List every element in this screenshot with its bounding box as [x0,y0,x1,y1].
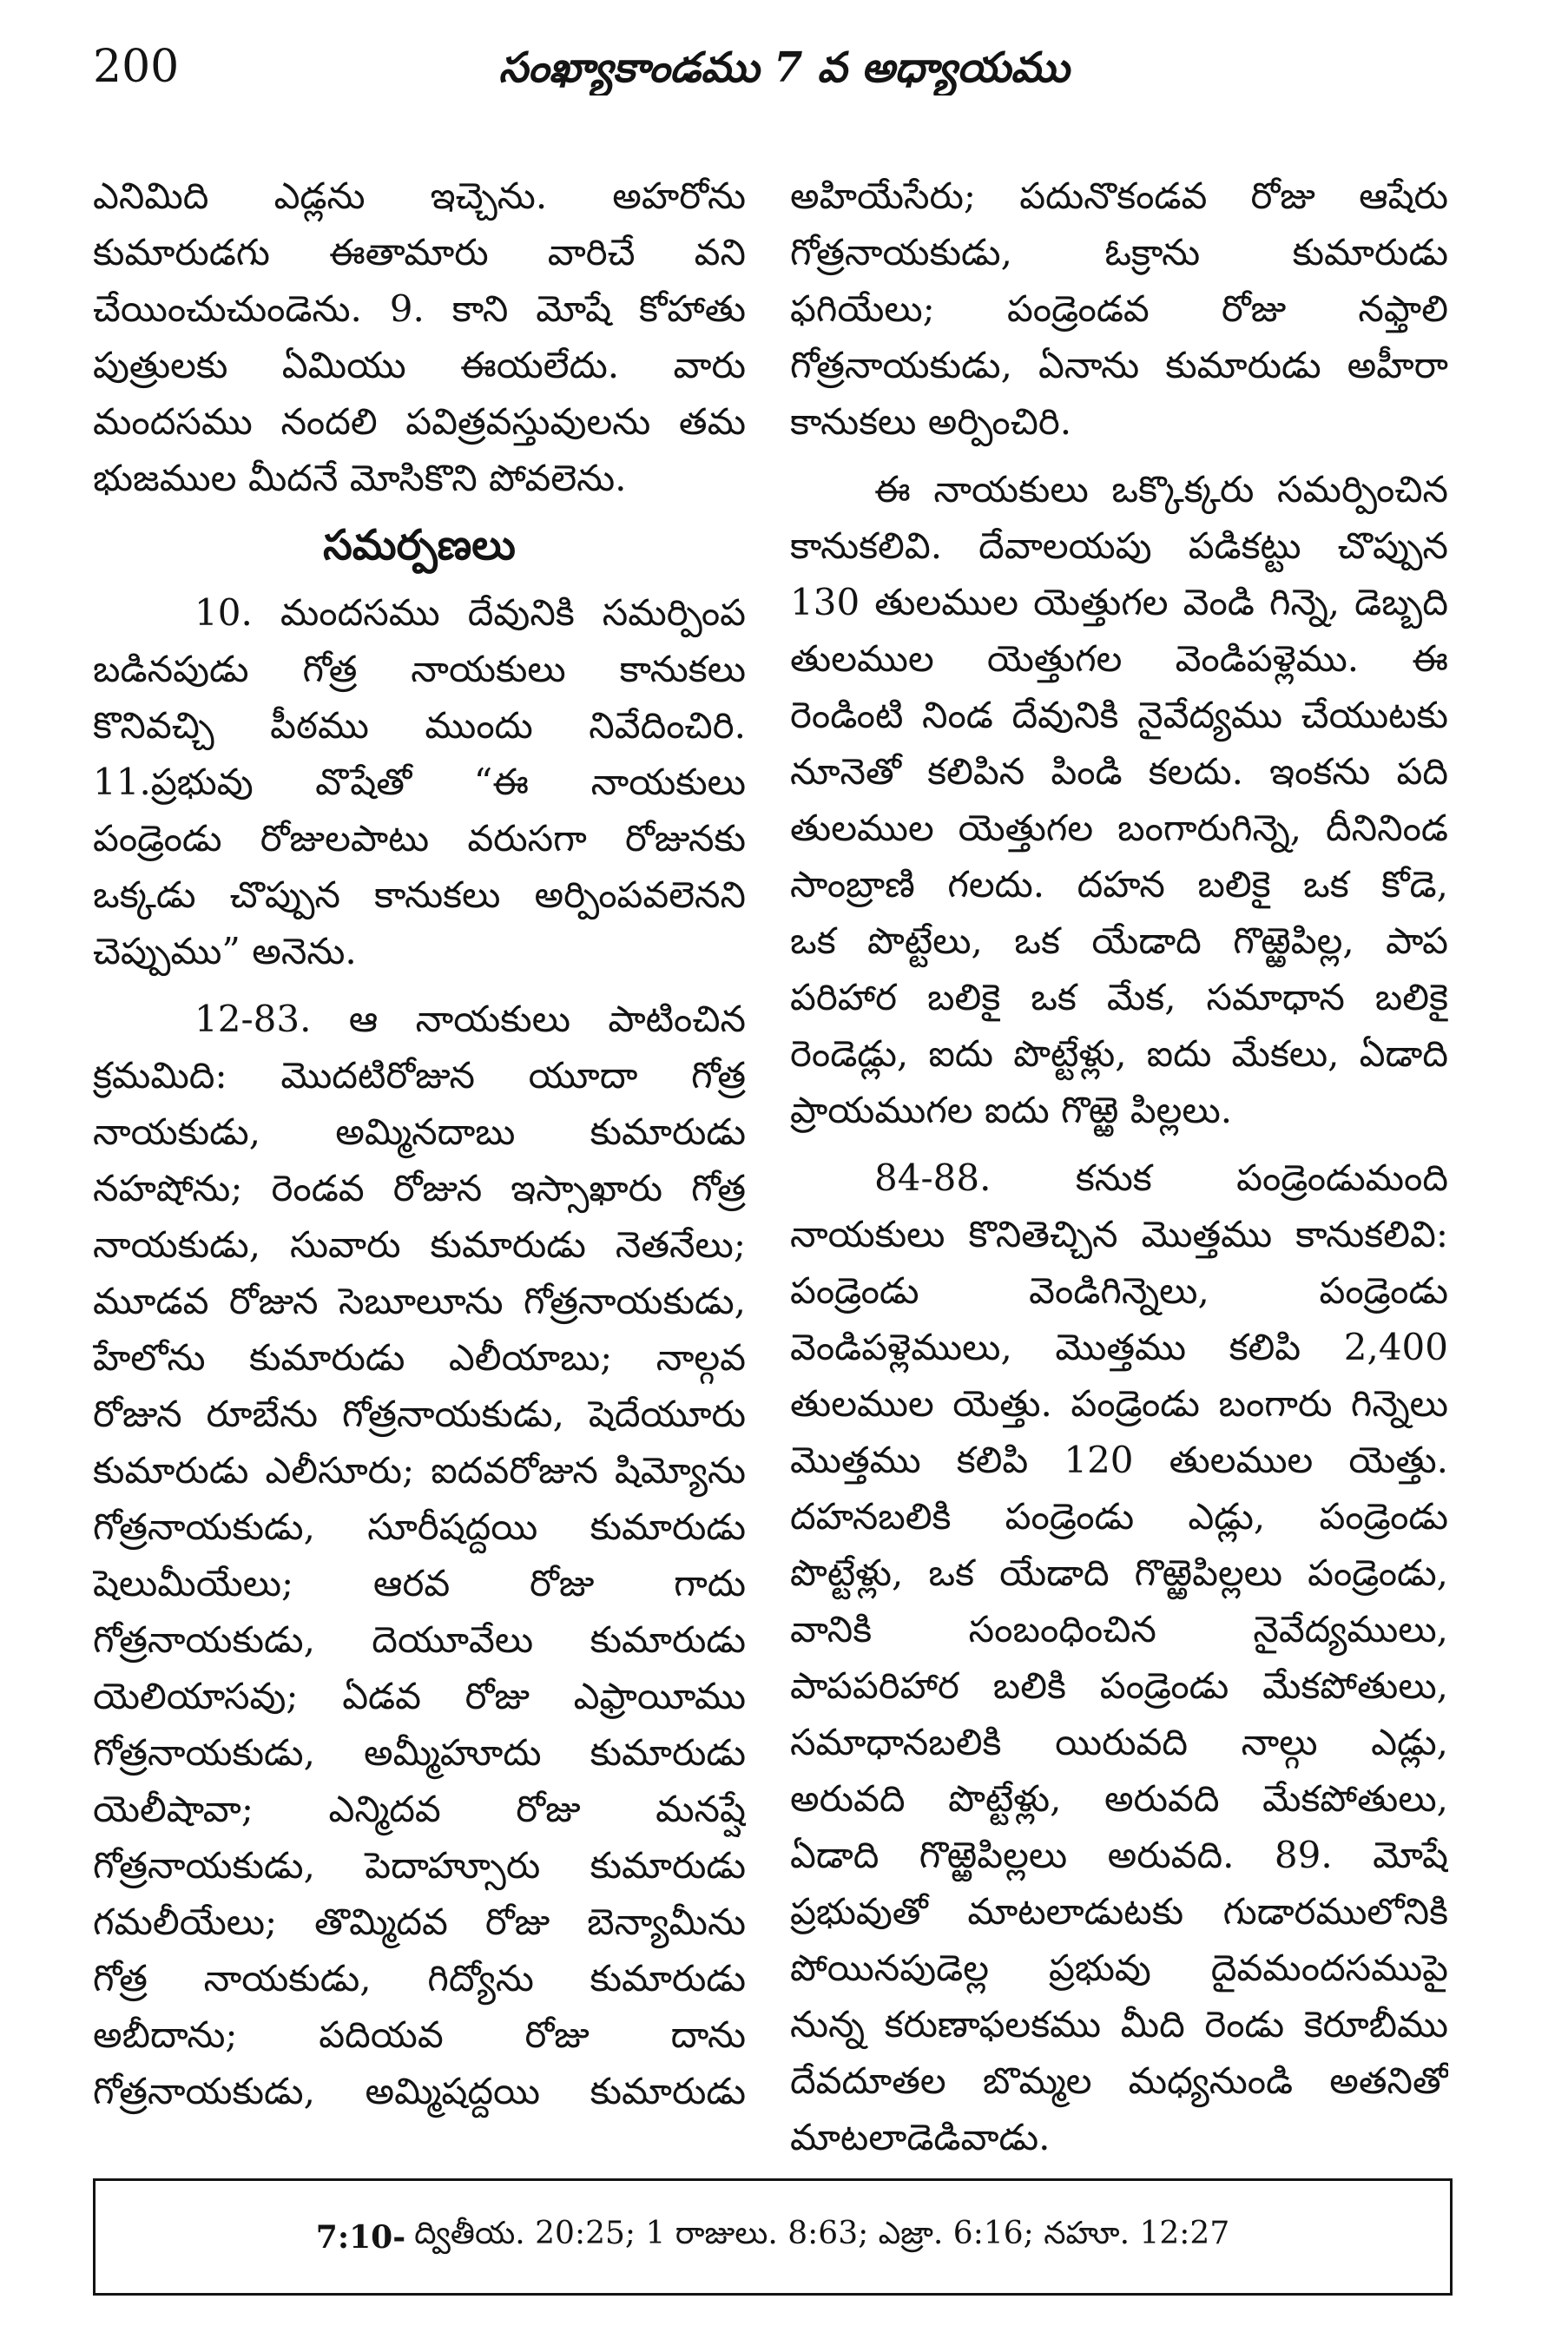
text-line: రెండింటి నిండ దేవునికి నైవేద్యము చేయుటకు [790,694,1448,736]
text-line: తులముల యెత్తు. పండ్రెండు బంగారు గిన్నెలు [790,1382,1448,1425]
text-line: 84-88. కనుక పండ్రెండుమంది [874,1156,1448,1199]
right-column [790,168,1448,2164]
text-line: వానికి సంబంధించిన నైవేద్యములు, [790,1608,1448,1650]
cross-reference-box [93,2178,1453,2296]
text-line: గోత్రనాయకుడు, పెదాహ్సూరు కుమారుడు [93,1844,746,1887]
text-line: రెండెడ్లు, ఐదు పొట్టేళ్లు, ఐదు మేకలు, ఏడాది [790,1032,1448,1075]
text-line: ఈ నాయకులు ఒక్కొక్కరు సమర్పించిన [874,468,1448,511]
text-line: 130 తులముల యెత్తుగల వెండి గిన్నె, డెబ్బది [790,581,1448,623]
cross-reference-verse: 7:10- [315,2218,406,2256]
text-line: పోయినపుడెల్ల ప్రభువు దైవమందసముపై [790,1947,1448,1989]
text-line: నాయకుడు, సువారు కుమారుడు నెతనేలు; [93,1223,746,1266]
running-header-title: సంఖ్యాకాండము 7 వ అధ్యాయము [498,43,1070,92]
text-line: నున్న కరుణాఫలకము మీది రెండు కెరూబీము [790,2003,1448,2046]
text-line: సాంబ్రాణి గలదు. దహన బలికై ఒక కోడె, [790,863,1448,906]
text-line: వెండిపళ్లెములు, మొత్తము కలిపి 2,400 [790,1326,1448,1368]
text-line: కానుకలివి. దేవాలయపు పడికట్టు చొప్పున [790,524,1448,567]
text-line: పండ్రెండు వెండిగిన్నెలు, పండ్రెండు [790,1269,1448,1312]
text-line: నూనెతో కలిపిన పిండి కలదు. ఇంకను పది [790,750,1448,793]
text-line: మాటలాడెడివాడు. [790,2116,1051,2158]
paragraph [93,584,746,979]
paragraph [790,168,1448,450]
text-line: ఒక పొట్టేలు, ఒక యేడాది గొఱ్ఱెపిల్ల, పాప [790,919,1448,962]
text-line: పొట్టేళ్లు, ఒక యేడాది గొఱ్ఱెపిల్లలు పండ్రెండు, [790,1552,1448,1594]
text-line: కొనివచ్చి పీఠము ముందు నివేదించిరి. [93,704,746,747]
text-line: దేవదూతల బొమ్మల మధ్యనుండి అతనితో [790,2059,1448,2102]
text-line: గోత్రనాయకుడు, ఏనాను కుమారుడు అహీరా [790,344,1448,386]
paragraph [93,168,746,506]
paragraph [93,991,746,2119]
text-line: ఫగియేలు; పండ్రెండవ రోజు నఫ్తాలి [790,287,1448,330]
text-line: గోత్రనాయకుడు, ఓక్రాను కుమారుడు [790,231,1448,273]
text-line: గోత్ర నాయకుడు, గిద్యోను కుమారుడు [93,1957,746,2000]
text-line: అబీదాను; పదియవ రోజు దాను [93,2013,746,2056]
text-line: మొత్తము కలిపి 120 తులముల యెత్తు. [790,1439,1448,1481]
text-line: ప్రభువుతో మాటలాడుటకు గుడారములోనికి [790,1890,1448,1933]
text-line: మందసము నందలి పవిత్రవస్తువులను తమ [93,400,746,443]
text-line: గమలీయేలు; తొమ్మిదవ రోజు బెన్యామీను [93,1901,746,1943]
section-heading: సమర్పణలు [323,521,516,570]
text-line: ఎనిమిది ఎడ్లను ఇచ్చెను. అహరోను [93,175,746,217]
text-line: అరువది పొట్టేళ్లు, అరువది మేకపోతులు, [790,1777,1448,1820]
text-line: ఏడాది గొఱ్ఱెపిల్లలు అరువది. 89. మోషే [790,1834,1448,1876]
text-line: తులముల యెత్తుగల వెండిపళ్లెము. ఈ [790,637,1448,680]
page-number: 200 [93,41,180,93]
text-line: మూడవ రోజున సెబూలూను గోత్రనాయకుడు, [93,1280,746,1322]
text-line: కుమారుడు ఎలీసూరు; ఐదవరోజున షిమ్యోను [93,1449,746,1492]
paragraph [790,461,1448,1138]
text-line: పండ్రెండు రోజులపాటు వరుసగా రోజునకు [93,817,746,860]
text-line: బడినపుడు గోత్ర నాయకులు కానుకలు [93,648,746,690]
text-line: చేయించుచుండెను. 9. కాని మోషే కోహాతు [93,287,746,330]
text-line: భుజముల మీదనే మోసికొని పోవలెను. [93,457,627,499]
text-line: అహియేసేరు; పదునొకండవ రోజు ఆషేరు [790,175,1448,217]
cross-reference-text: ద్వితీయ. 20:25; 1 రాజులు. 8:63; ఎజ్రా. 6:16; నహూ. 12:27 [414,2215,1230,2251]
text-line: తులముల యెత్తుగల బంగారుగిన్నె, దీనినిండ [790,807,1448,849]
text-line: నహషోను; రెండవ రోజున ఇస్సాఖారు గోత్ర [93,1167,746,1209]
text-line: చెప్పుము” అనెను. [93,930,357,972]
text-line: గోత్రనాయకుడు, అమ్మిషద్దయి కుమారుడు [93,2070,746,2112]
text-line: షెలుమీయేలు; ఆరవ రోజు గాదు [93,1562,746,1604]
left-column [93,168,746,2164]
text-line: గోత్రనాయకుడు, అమ్మీహూదు కుమారుడు [93,1731,746,1774]
text-line: ఒక్కడు చొప్పున కానుకలు అర్పింపవలెనని [93,873,746,916]
text-line: పుత్రులకు ఏమియు ఈయలేదు. వారు [93,344,746,386]
text-line: యెలియాసవు; ఏడవ రోజు ఎఫ్రాయీము [93,1675,746,1717]
text-line: కానుకలు అర్పించిరి. [790,400,1072,443]
text-line: దహనబలికి పండ్రెండు ఎడ్లు, పండ్రెండు [790,1495,1448,1538]
text-line: హేలోను కుమారుడు ఎలీయాబు; నాల్గవ [93,1336,746,1379]
text-line: 11.ప్రభువు వొషేతో “ఈ నాయకులు [93,761,746,803]
text-line: గోత్రనాయకుడు, దెయూవేలు కుమారుడు [93,1618,746,1661]
text-line: గోత్రనాయకుడు, సూరీషద్దయి కుమారుడు [93,1505,746,1548]
text-line: క్రమమిది: మొదటిరోజున యూదా గోత్ర [93,1054,746,1097]
paragraph [790,1150,1448,2164]
text-line: కుమారుడగు ఈతామారు వారిచే వని [93,231,746,273]
text-line: పాపపరిహార బలికి పండ్రెండు మేకపోతులు, [790,1664,1448,1707]
text-line: నాయకులు కొనితెచ్చిన మొత్తము కానుకలివి: [790,1213,1448,1255]
text-line: 10. మందసము దేవునికి సమర్పింప [194,591,746,634]
text-line: పరిహార బలికై ఒక మేక, సమాధాన బలికై [790,976,1448,1018]
text-line: సమాధానబలికి యిరువది నాల్గు ఎడ్లు, [790,1721,1448,1763]
text-line: రోజున రూబేను గోత్రనాయకుడు, షెదేయూరు [93,1393,746,1435]
text-line: యెలీషావా; ఎన్మిదవ రోజు మనష్షే [93,1788,746,1830]
text-line: 12-83. ఆ నాయకులు పాటించిన [194,998,746,1040]
text-line: ప్రాయముగల ఐదు గొఱ్ఱె పిల్లలు. [790,1089,1233,1131]
text-line: నాయకుడు, అమ్మినదాబు కుమారుడు [93,1110,746,1153]
